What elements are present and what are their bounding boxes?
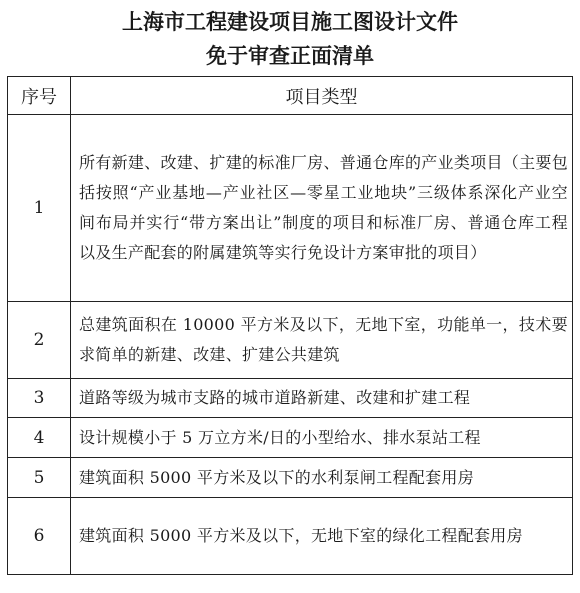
exemption-list-table xyxy=(7,76,573,575)
row-project-type: 所有新建、改建、扩建的标准厂房、普通仓库的产业类项目（主要包括按照“产业基地—产业社区—零星工业地块”三级体系深化产业空间布局并实行“带方案出让”制度的项目和标准厂房、普通仓库工程以及生产配套的附属建筑等实行免设计方案审批的项目） xyxy=(71,115,573,302)
header-project-type: 项目类型 xyxy=(71,77,573,115)
table-row xyxy=(8,379,573,418)
header-serial-number: 序号 xyxy=(8,77,71,115)
document-title: 上海市工程建设项目施工图设计文件 xyxy=(122,10,458,34)
table-row xyxy=(8,302,573,379)
table-header-row xyxy=(8,77,573,115)
row-number: 5 xyxy=(8,458,71,498)
row-number: 1 xyxy=(8,115,71,302)
row-project-type: 设计规模小于 5 万立方米/日的小型给水、排水泵站工程 xyxy=(71,418,573,458)
row-project-type: 建筑面积 5000 平方米及以下，无地下室的绿化工程配套用房 xyxy=(71,498,573,575)
table-row xyxy=(8,418,573,458)
row-project-type: 总建筑面积在 10000 平方米及以下，无地下室，功能单一，技术要求简单的新建、改建、扩建公共建筑 xyxy=(71,302,573,379)
document-subtitle: 免于审查正面清单 xyxy=(206,44,374,68)
row-project-type: 建筑面积 5000 平方米及以下的水利泵闸工程配套用房 xyxy=(71,458,573,498)
row-project-type: 道路等级为城市支路的城市道路新建、改建和扩建工程 xyxy=(71,379,573,418)
row-number: 4 xyxy=(8,418,71,458)
table-row xyxy=(8,498,573,575)
table-row xyxy=(8,115,573,302)
row-number: 3 xyxy=(8,379,71,418)
row-number: 2 xyxy=(8,302,71,379)
table-row xyxy=(8,458,573,498)
row-number: 6 xyxy=(8,498,71,575)
